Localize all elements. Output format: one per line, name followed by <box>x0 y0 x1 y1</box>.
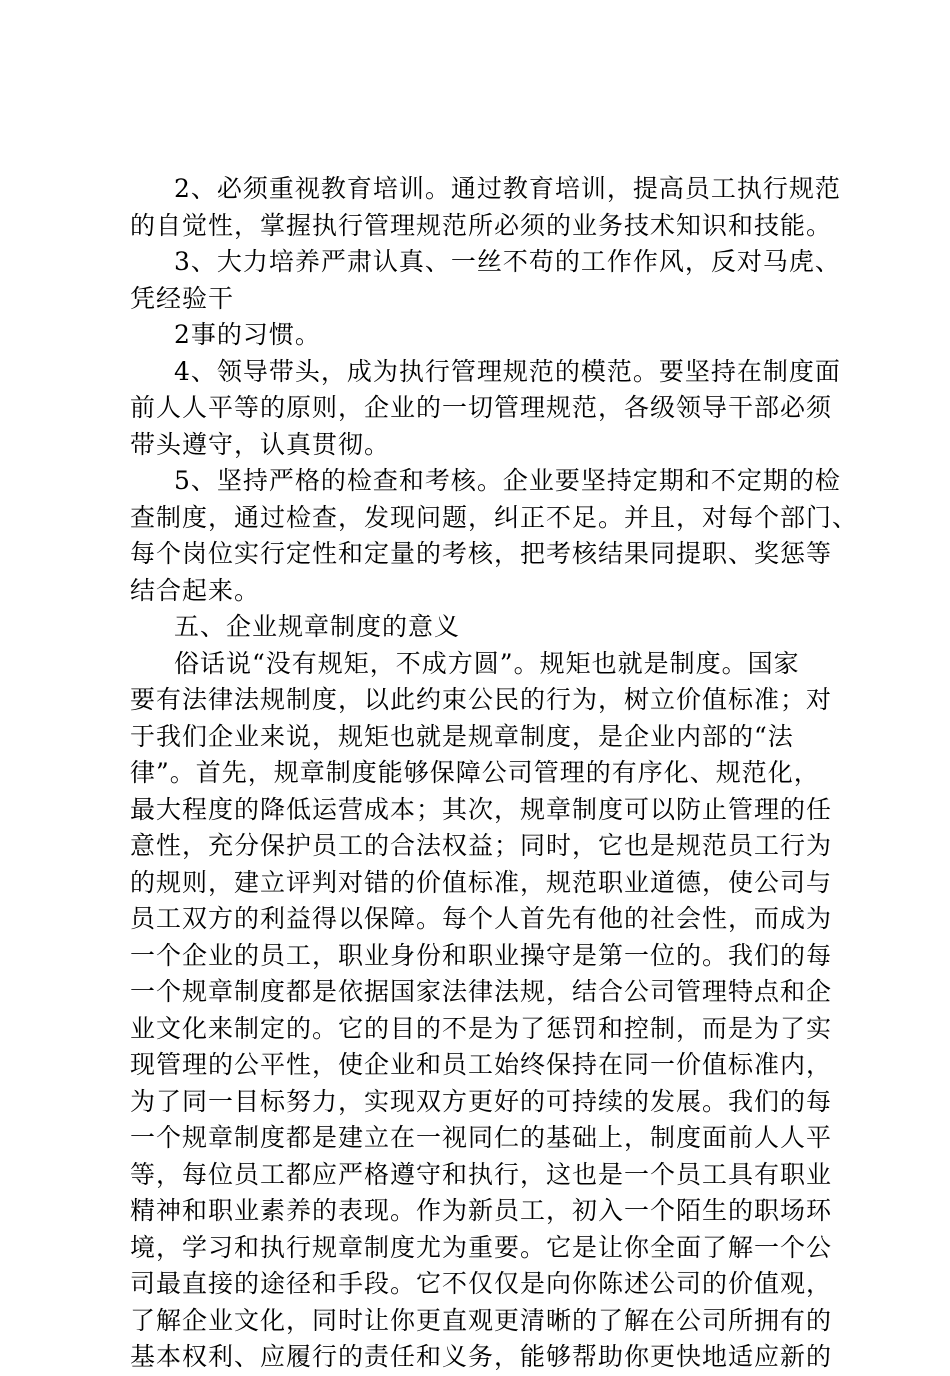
text-line: 带头遵守，认真贯彻。 <box>130 429 391 459</box>
text-line: 4、领导带头，成为执行管理规范的模范。要坚持在制度面 <box>174 356 841 386</box>
text-line: 业文化来制定的。它的目的不是为了惩罚和控制，而是为了实 <box>130 1013 833 1043</box>
text-line: 律”。首先，规章制度能够保障公司管理的有序化、规范化， <box>130 758 820 787</box>
text-line: 的自觉性，掌握执行管理规范所必须的业务技术知识和技能。 <box>130 210 833 240</box>
text-line: 2事的习惯。 <box>174 320 321 349</box>
text-line: 5、坚持严格的检查和考核。企业要坚持定期和不定期的检 <box>174 466 841 495</box>
text-line: 司最直接的途径和手段。它不仅仅是向你陈述公司的价值观， <box>130 1269 833 1298</box>
text-line: 意性，充分保护员工的合法权益；同时，它也是规范员工行为 <box>130 831 833 860</box>
text-line: 精神和职业素养的表现。作为新员工，初入一个陌生的职场环 <box>130 1196 833 1225</box>
text-line: 凭经验干 <box>130 283 235 313</box>
text-line: 为了同一目标努力，实现双方更好的可持续的发展。我们的每 <box>130 1086 833 1116</box>
text-line: 每个岗位实行定性和定量的考核，把考核结果同提职、奖惩等 <box>130 539 833 568</box>
document-body <box>130 171 859 1376</box>
text-line: 一个规章制度都是依据国家法律法规，结合公司管理特点和企 <box>130 977 833 1006</box>
text-line: 员工双方的利益得以保障。每个人首先有他的社会性，而成为 <box>130 904 833 933</box>
text-line: 等，每位员工都应严格遵守和执行，这也是一个员工具有职业 <box>130 1159 833 1189</box>
text-line: 查制度，通过检查，发现问题，纠正不足。并且，对每个部门、 <box>130 502 859 532</box>
text-line: 五、企业规章制度的意义 <box>174 612 461 641</box>
text-line: 一个规章制度都是建立在一视同仁的基础上，制度面前人人平 <box>130 1123 833 1152</box>
text-line: 3、大力培养严肃认真、一丝不苟的工作作风，反对马虎、 <box>174 247 841 276</box>
text-line: 现管理的公平性，使企业和员工始终保持在同一价值标准内， <box>130 1050 833 1079</box>
text-line: 要有法律法规制度，以此约束公民的行为，树立价值标准；对 <box>130 685 833 714</box>
text-line: 于我们企业来说，规矩也就是规章制度，是企业内部的“法 <box>130 721 794 751</box>
text-line: 基本权利、应履行的责任和义务，能够帮助你更快地适应新的 <box>130 1342 833 1371</box>
text-line: 俗话说“没有规矩，不成方圆”。规矩也就是制度。国家 <box>174 648 800 678</box>
text-line: 前人人平等的原则，企业的一切管理规范，各级领导干部必须 <box>130 393 833 422</box>
text-line: 最大程度的降低运营成本；其次，规章制度可以防止管理的任 <box>130 794 833 824</box>
text-line: 结合起来。 <box>130 575 261 605</box>
text-line: 2、必须重视教育培训。通过教育培训，提高员工执行规范 <box>174 174 841 203</box>
text-line: 境，学习和执行规章制度尤为重要。它是让你全面了解一个公 <box>130 1232 833 1262</box>
text-line: 的规则，建立评判对错的价值标准，规范职业道德，使公司与 <box>130 867 833 897</box>
text-line: 一个企业的员工，职业身份和职业操守是第一位的。我们的每 <box>130 940 833 970</box>
text-line: 了解企业文化，同时让你更直观更清晰的了解在公司所拥有的 <box>130 1305 833 1335</box>
